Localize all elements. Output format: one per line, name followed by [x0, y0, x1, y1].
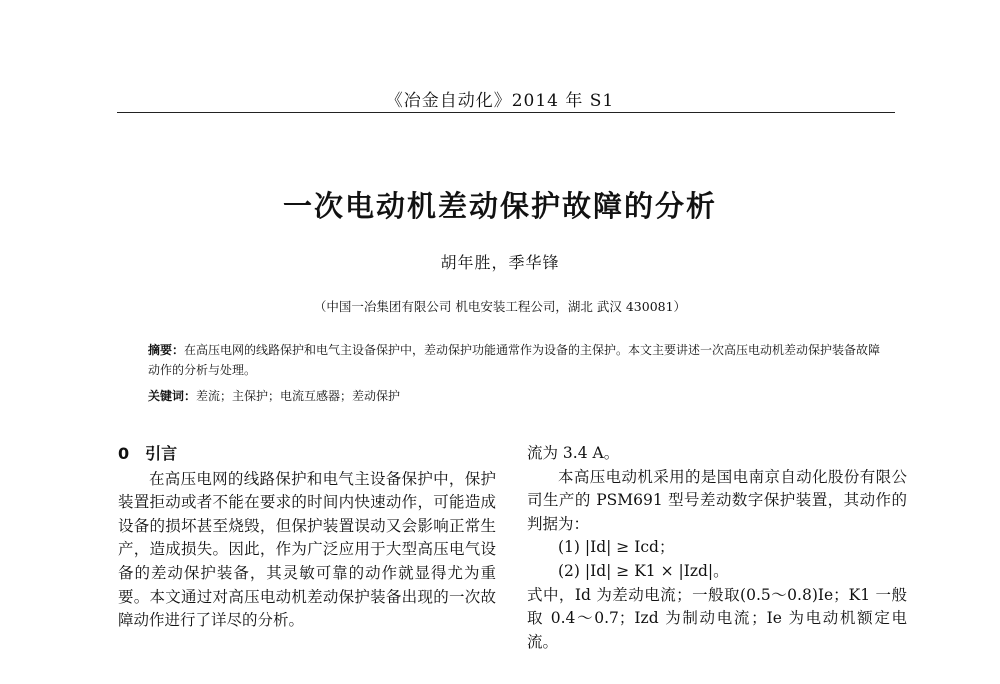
abstract-text: 在高压电网的线路保护和电气主设备保护中，差动保护功能通常作为设备的主保护。本文主要讲述一次高压电动机差动保护装备故障动作的分析与处理。	[148, 343, 881, 377]
section-title: 引言	[145, 444, 178, 463]
journal-header: 《冶金自动化》2014 年 S1	[385, 91, 615, 111]
intro-paragraph: 在高压电网的线路保护和电气主设备保护中，保护装置拒动或者不能在要求的时间内快速动作，可能造成设备的损坏甚至烧毁，但保护装置误动又会影响正常生产，造成损失。因此，作为广泛应用于大型高压电气设备的差动保护装备，其灵敏可靠的动作就显得尤为重要。本文通过对高压电动机差动保护装备出现的一次故障动作进行了详尽的分析。	[118, 469, 496, 630]
abstract-label: 摘要：	[148, 343, 185, 357]
device-paragraph: 本高压电动机采用的是国电南京自动化股份有限公司生产的 PSM691 型号差动数字保护装置，其动作的判据为：	[527, 467, 907, 533]
criterion-2: (2) |Id| ≥ K1 × |Izd|。	[558, 561, 729, 580]
formula-explanation: 式中，Id 为差动电流；一般取(0.5～0.8)Ie；K1 一般取 0.4～0.7；Izd 为制动电流；Ie 为电动机额定电流。	[527, 585, 907, 651]
article-title: 一次电动机差动保护故障的分析	[282, 189, 717, 223]
left-column	[118, 442, 496, 633]
right-column	[527, 442, 907, 654]
abstract	[148, 340, 888, 380]
right-continuation-line: 流为 3.4 A。	[527, 444, 620, 462]
keywords	[148, 387, 888, 404]
article-authors: 胡年胜，季华锋	[440, 253, 560, 272]
article-affiliation: （中国一冶集团有限公司 机电安装工程公司，湖北 武汉 430081）	[313, 299, 687, 314]
keywords-label: 关键词：	[148, 389, 197, 403]
section-heading	[118, 442, 496, 466]
criterion-1: (1) |Id| ≥ Icd；	[558, 538, 675, 557]
section-number: 0	[118, 444, 130, 463]
header-rule	[117, 112, 895, 113]
keywords-text: 差流；主保护；电流互感器；差动保护	[196, 389, 401, 403]
